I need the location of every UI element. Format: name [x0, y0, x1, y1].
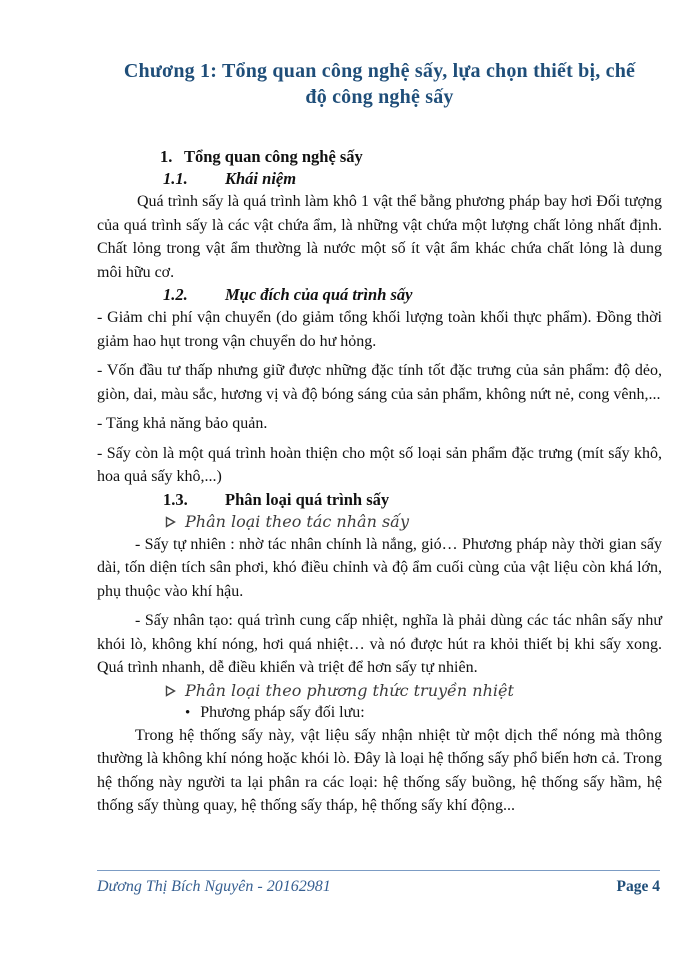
purpose-item-finishing: - Sấy còn là một quá trình hoàn thiện cho một số loại sản phẩm đặc trưng (mít sấy khô, hoa quả sấy khô,...) — [97, 444, 662, 485]
page-footer — [97, 870, 660, 896]
page-content — [97, 58, 662, 818]
subhead-by-drying-agent-label: Phân loại theo tác nhân sấy — [185, 511, 410, 531]
chapter-title-line2: độ công nghệ sấy — [305, 86, 454, 108]
section-1-2-heading — [97, 284, 662, 306]
bullet-convection-label: Phương pháp sấy đối lưu: — [200, 703, 365, 721]
section-1-2-title: Mục đích của quá trình sấy — [225, 285, 413, 304]
section-1-2-number: 1.2. — [163, 285, 188, 304]
subhead-by-heat-transfer — [97, 680, 662, 702]
paragraph-artificial-drying: - Sấy nhân tạo: quá trình cung cấp nhiệt, nghĩa là phải dùng các tác nhân sấy như khói lò, không khí nóng, hơi quá nhiệt… và nó được hút ra khỏi thiết bị khi sấy xong. Quá trình nhanh, dễ điều khiển và triệt để hơn sấy tự nhiên. — [97, 612, 662, 676]
subhead-by-drying-agent — [97, 511, 662, 533]
section-1-1-title: Khái niệm — [225, 169, 297, 188]
section-1-1-heading — [97, 168, 662, 190]
paragraph-convection: Trong hệ thống sấy này, vật liệu sấy nhận nhiệt từ một dịch thể nóng mà thông thường là không khí nóng hoặc khói lò. Đây là loại hệ thống sấy phổ biến hơn cả. Trong hệ thống này người ta lại phân ra các loại: hệ thống sấy buồng, hệ thống sấy hầm, hệ thống sấy thùng quay, hệ thống sấy tháp, hệ thống sấy khí động... — [97, 726, 662, 814]
section-1-1-number: 1.1. — [163, 169, 188, 188]
section-1-heading — [97, 146, 662, 168]
section-1-number: 1. — [160, 147, 173, 166]
arrow-bullet-icon — [165, 516, 176, 528]
subhead-by-heat-transfer-label: Phân loại theo phương thức truyền nhiệt — [185, 680, 514, 700]
section-1-3-heading — [97, 489, 662, 511]
purpose-item-preservation: - Tăng khả năng bảo quản. — [97, 415, 268, 432]
footer-author: Dương Thị Bích Nguyên - 20162981 — [97, 878, 331, 895]
section-1-3-number: 1.3. — [163, 489, 188, 509]
purpose-item-investment: - Vốn đầu tư thấp nhưng giữ được những đặc tính tốt đặc trưng của sản phẩm: độ dẻo, giòn, dai, màu sắc, hương vị và độ bóng sáng của sản phẩm, không nứt nẻ, cong vênh,... — [97, 362, 662, 403]
paragraph-natural-drying: - Sấy tự nhiên : nhờ tác nhân chính là nắng, gió… Phương pháp này thời gian sấy dài, tốn diện tích sân phơi, khó điều chỉnh và độ ẩm cuối cùng của vật liệu còn khá lớn, phụ thuộc vào khí hậu. — [97, 535, 662, 600]
chapter-title — [97, 58, 662, 110]
section-1-title: Tổng quan công nghệ sấy — [184, 147, 363, 166]
footer-page-number: Page 4 — [616, 878, 660, 895]
paragraph-concept: Quá trình sấy là quá trình làm khô 1 vật thể bằng phương pháp bay hơi Đối tượng của quá trình sấy là các vật chứa ẩm, là những vật chứa một lượng chất lỏng nhất định. Chất lỏng trong vật ẩm thường là nước một số ít vật ẩm khác chứa chất lỏng là dung môi hữu cơ. — [97, 193, 662, 281]
purpose-item-transport: - Giảm chi phí vận chuyển (do giảm tổng khối lượng toàn khối thực phẩm). Đồng thời giảm hao hụt trong vận chuyển do hư hỏng. — [97, 309, 662, 350]
bullet-convection-method — [97, 702, 662, 724]
arrow-bullet-icon — [165, 685, 176, 697]
dot-bullet-icon: • — [185, 704, 191, 721]
section-1-3-title: Phân loại quá trình sấy — [225, 489, 390, 509]
chapter-title-line1: Chương 1: Tổng quan công nghệ sấy, lựa chọn thiết bị, chế — [123, 60, 636, 82]
